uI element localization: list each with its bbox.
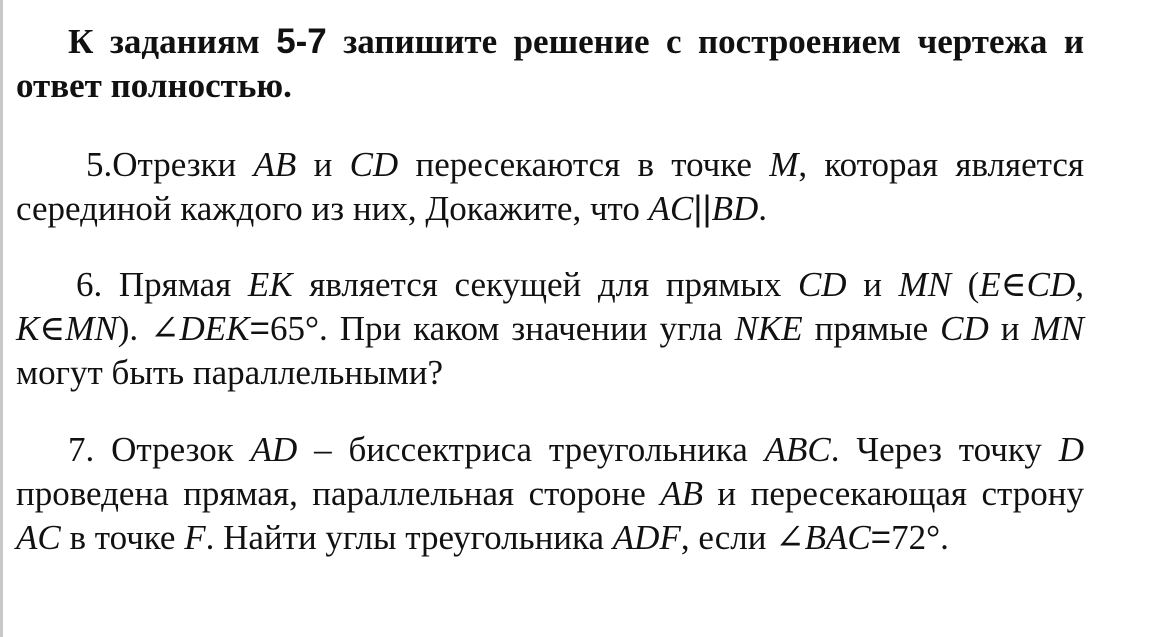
task-text: могут быть параллельными?	[16, 353, 444, 392]
task-text: Прямая	[102, 265, 248, 304]
line-cd: CD	[797, 265, 847, 304]
task-range: 5-7	[276, 22, 327, 61]
triangle-abc: ABC	[764, 430, 831, 469]
task-text: прямые	[802, 309, 941, 348]
task-text: является секущей для прямых	[292, 265, 798, 304]
task-text: .	[758, 189, 767, 228]
side-ac: AC	[16, 518, 61, 557]
line-ac: AC	[648, 189, 694, 228]
equals-sign: =	[249, 309, 270, 348]
task-text: пересекаются в точке	[398, 145, 770, 184]
line-mn: MN	[898, 265, 952, 304]
line-mn: MN	[1031, 309, 1084, 348]
angle-nke: NKE	[734, 309, 803, 348]
segment-cd: CD	[349, 145, 399, 184]
task-text: . Через точку	[830, 430, 1059, 469]
line-ek: EK	[247, 265, 293, 304]
instructions-heading	[16, 20, 1084, 108]
line-bd: BD	[711, 189, 759, 228]
triangle-adf: ADF	[612, 518, 681, 557]
task-text: и пересекающая строну	[702, 474, 1084, 513]
task-number: 6.	[76, 265, 103, 304]
segment-ad: AD	[250, 430, 298, 469]
task-text: и	[846, 265, 899, 304]
task-text: Отрезки	[112, 145, 254, 184]
heading-text: К заданиям	[68, 22, 277, 61]
angle-dek: DEK	[179, 309, 250, 348]
task-text: и	[988, 309, 1032, 348]
parallel-sign: ||	[693, 189, 712, 228]
task-text: проведена прямая, параллельная стороне	[16, 474, 661, 513]
heading-text-end: запишите решение с построением чертежа и ответ полностью.	[16, 22, 1084, 105]
task-text: .	[940, 518, 949, 557]
task-text: (	[951, 265, 980, 304]
task-text: , если ∠	[680, 518, 805, 557]
document-page	[16, 20, 1084, 560]
task-text: , которая является серединой каждого из них, Докажите, что	[16, 145, 1084, 228]
angle-value: 65°	[269, 309, 319, 348]
task-text: – биссектриса треугольника	[297, 430, 765, 469]
task-text: . Найти углы треугольника	[205, 518, 613, 557]
task-text: . При каком значении угла	[318, 309, 735, 348]
angle-bac: BAC	[804, 518, 871, 557]
point-f: F	[184, 518, 206, 557]
task-5	[16, 143, 1084, 231]
task-number: 7.	[68, 430, 95, 469]
task-text: в точке	[60, 518, 185, 557]
task-7	[16, 428, 1084, 560]
task-number: 5.	[86, 145, 113, 184]
page-left-border	[0, 0, 3, 637]
angle-value: 72°	[891, 518, 941, 557]
point-d: D	[1058, 430, 1084, 469]
side-ab: AB	[660, 474, 703, 513]
line-cd: CD	[940, 309, 989, 348]
membership-condition: E∈CD, K∈MN	[16, 265, 1084, 348]
task-text: Отрезок	[94, 430, 251, 469]
task-text: ). ∠	[117, 309, 180, 348]
task-6	[16, 263, 1084, 395]
segment-ab: AB	[253, 145, 297, 184]
task-text: и	[296, 145, 350, 184]
point-m: M	[769, 145, 799, 184]
equals-sign: =	[870, 518, 892, 557]
